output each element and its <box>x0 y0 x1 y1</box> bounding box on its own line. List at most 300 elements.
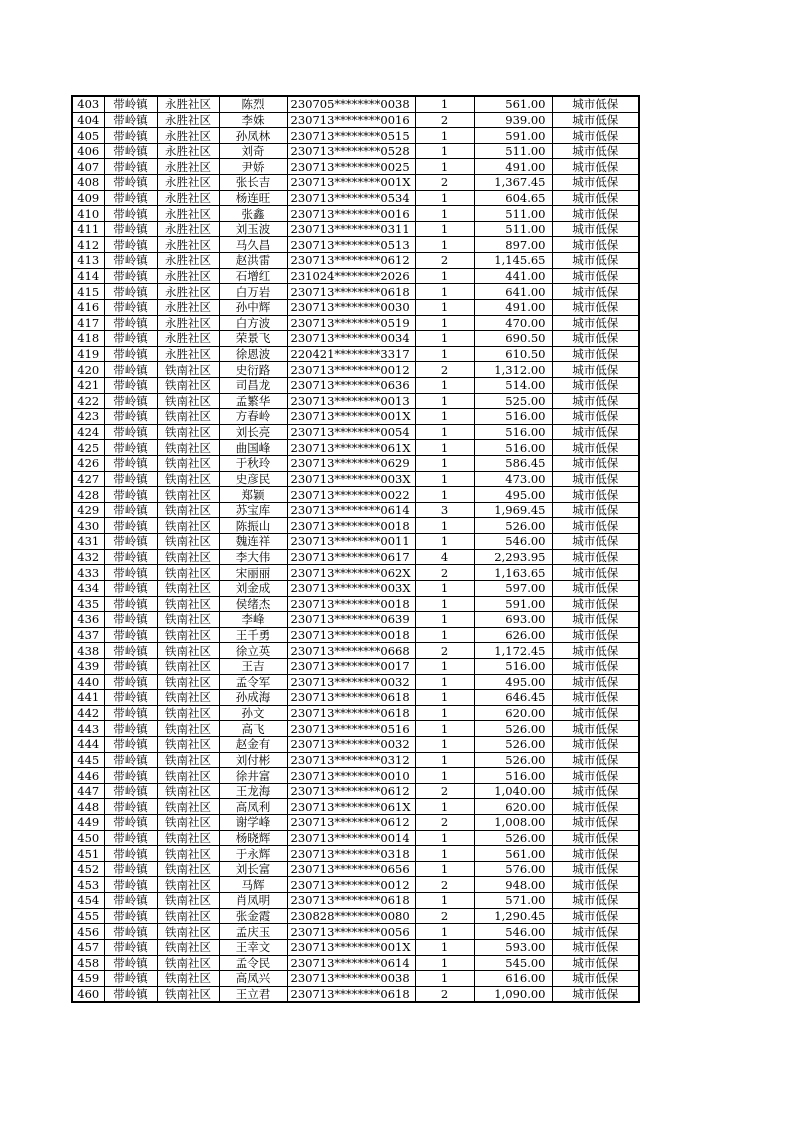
id-number-cell: 230713********0012 <box>287 362 415 378</box>
town-cell: 带岭镇 <box>104 736 157 752</box>
table-row <box>72 908 639 924</box>
benefit-type-cell: 城市低保 <box>552 175 639 191</box>
community-cell: 铁南社区 <box>157 924 219 940</box>
household-count-cell: 2 <box>415 253 474 269</box>
benefit-type-cell: 城市低保 <box>552 815 639 831</box>
benefit-type-cell: 城市低保 <box>552 190 639 206</box>
household-count-cell: 2 <box>415 815 474 831</box>
household-count-cell: 1 <box>415 612 474 628</box>
amount-cell: 948.00 <box>474 877 552 893</box>
name-cell: 白方波 <box>219 315 287 331</box>
table-row <box>72 549 639 565</box>
name-cell: 徐井富 <box>219 768 287 784</box>
benefit-type-cell: 城市低保 <box>552 955 639 971</box>
benefit-type-cell: 城市低保 <box>552 112 639 128</box>
table-row <box>72 643 639 659</box>
benefit-type-cell: 城市低保 <box>552 393 639 409</box>
benefit-type-cell: 城市低保 <box>552 939 639 955</box>
id-number-cell: 230713********0318 <box>287 846 415 862</box>
name-cell: 王吉 <box>219 658 287 674</box>
household-count-cell: 1 <box>415 237 474 253</box>
household-count-cell: 1 <box>415 518 474 534</box>
amount-cell: 545.00 <box>474 955 552 971</box>
row-number: 448 <box>72 799 104 815</box>
benefit-type-cell: 城市低保 <box>552 206 639 222</box>
community-cell: 铁南社区 <box>157 409 219 425</box>
row-number: 451 <box>72 846 104 862</box>
row-number: 413 <box>72 253 104 269</box>
id-number-cell: 230713********0056 <box>287 924 415 940</box>
id-number-cell: 230713********0618 <box>287 986 415 1002</box>
benefit-type-cell: 城市低保 <box>552 893 639 909</box>
name-cell: 徐恩波 <box>219 346 287 362</box>
town-cell: 带岭镇 <box>104 175 157 191</box>
household-count-cell: 1 <box>415 596 474 612</box>
community-cell: 铁南社区 <box>157 362 219 378</box>
id-number-cell: 230828********0080 <box>287 908 415 924</box>
id-number-cell: 230713********0656 <box>287 861 415 877</box>
benefit-type-cell: 城市低保 <box>552 143 639 159</box>
row-number: 438 <box>72 643 104 659</box>
id-number-cell: 230713********0030 <box>287 299 415 315</box>
name-cell: 马久昌 <box>219 237 287 253</box>
id-number-cell: 230713********0513 <box>287 237 415 253</box>
amount-cell: 1,290.45 <box>474 908 552 924</box>
town-cell: 带岭镇 <box>104 206 157 222</box>
id-number-cell: 230713********0011 <box>287 534 415 550</box>
table-row <box>72 830 639 846</box>
household-count-cell: 1 <box>415 440 474 456</box>
amount-cell: 620.00 <box>474 799 552 815</box>
household-count-cell: 1 <box>415 705 474 721</box>
name-cell: 孙成海 <box>219 690 287 706</box>
name-cell: 孟庆玉 <box>219 924 287 940</box>
id-number-cell: 230713********0010 <box>287 768 415 784</box>
id-number-cell: 230713********0018 <box>287 518 415 534</box>
community-cell: 铁南社区 <box>157 752 219 768</box>
benefit-type-cell: 城市低保 <box>552 721 639 737</box>
amount-cell: 626.00 <box>474 627 552 643</box>
community-cell: 永胜社区 <box>157 315 219 331</box>
community-cell: 铁南社区 <box>157 643 219 659</box>
town-cell: 带岭镇 <box>104 315 157 331</box>
household-count-cell: 1 <box>415 924 474 940</box>
household-count-cell: 1 <box>415 377 474 393</box>
benefit-type-cell: 城市低保 <box>552 908 639 924</box>
row-number: 447 <box>72 783 104 799</box>
name-cell: 魏连祥 <box>219 534 287 550</box>
town-cell: 带岭镇 <box>104 487 157 503</box>
table-row <box>72 346 639 362</box>
amount-cell: 495.00 <box>474 487 552 503</box>
table-row <box>72 175 639 191</box>
id-number-cell: 230713********0014 <box>287 830 415 846</box>
id-number-cell: 220421********3317 <box>287 346 415 362</box>
row-number: 406 <box>72 143 104 159</box>
name-cell: 李峰 <box>219 612 287 628</box>
town-cell: 带岭镇 <box>104 861 157 877</box>
household-count-cell: 2 <box>415 643 474 659</box>
amount-cell: 1,163.65 <box>474 565 552 581</box>
amount-cell: 571.00 <box>474 893 552 909</box>
table-row <box>72 736 639 752</box>
community-cell: 铁南社区 <box>157 877 219 893</box>
town-cell: 带岭镇 <box>104 331 157 347</box>
name-cell: 刘金成 <box>219 580 287 596</box>
name-cell: 王千勇 <box>219 627 287 643</box>
name-cell: 孙中辉 <box>219 299 287 315</box>
name-cell: 王龙海 <box>219 783 287 799</box>
community-cell: 铁南社区 <box>157 893 219 909</box>
household-count-cell: 1 <box>415 190 474 206</box>
row-number: 431 <box>72 534 104 550</box>
town-cell: 带岭镇 <box>104 705 157 721</box>
name-cell: 杨连旺 <box>219 190 287 206</box>
amount-cell: 516.00 <box>474 768 552 784</box>
id-number-cell: 230713********0022 <box>287 487 415 503</box>
table-row <box>72 518 639 534</box>
benefit-type-cell: 城市低保 <box>552 549 639 565</box>
household-count-cell: 1 <box>415 580 474 596</box>
name-cell: 孙凤林 <box>219 128 287 144</box>
benefit-type-cell: 城市低保 <box>552 799 639 815</box>
benefit-type-cell: 城市低保 <box>552 440 639 456</box>
id-number-cell: 230713********0018 <box>287 627 415 643</box>
amount-cell: 897.00 <box>474 237 552 253</box>
community-cell: 永胜社区 <box>157 253 219 269</box>
benefit-type-cell: 城市低保 <box>552 643 639 659</box>
town-cell: 带岭镇 <box>104 596 157 612</box>
benefit-type-cell: 城市低保 <box>552 128 639 144</box>
id-number-cell: 230713********061X <box>287 440 415 456</box>
table-row <box>72 893 639 909</box>
row-number: 415 <box>72 284 104 300</box>
amount-cell: 1,172.45 <box>474 643 552 659</box>
community-cell: 永胜社区 <box>157 346 219 362</box>
id-number-cell: 230713********0612 <box>287 815 415 831</box>
community-cell: 永胜社区 <box>157 190 219 206</box>
amount-cell: 473.00 <box>474 471 552 487</box>
benefit-type-cell: 城市低保 <box>552 830 639 846</box>
row-number: 429 <box>72 502 104 518</box>
row-number: 410 <box>72 206 104 222</box>
id-number-cell: 230713********0032 <box>287 674 415 690</box>
row-number: 430 <box>72 518 104 534</box>
town-cell: 带岭镇 <box>104 846 157 862</box>
community-cell: 铁南社区 <box>157 799 219 815</box>
table-row <box>72 721 639 737</box>
community-cell: 永胜社区 <box>157 112 219 128</box>
household-count-cell: 1 <box>415 690 474 706</box>
name-cell: 高凤兴 <box>219 971 287 987</box>
row-number: 404 <box>72 112 104 128</box>
table-row <box>72 768 639 784</box>
name-cell: 刘付彬 <box>219 752 287 768</box>
row-number: 409 <box>72 190 104 206</box>
row-number: 442 <box>72 705 104 721</box>
table-row <box>72 159 639 175</box>
table-row <box>72 580 639 596</box>
community-cell: 铁南社区 <box>157 705 219 721</box>
community-cell: 铁南社区 <box>157 690 219 706</box>
name-cell: 方春岭 <box>219 409 287 425</box>
household-count-cell: 1 <box>415 861 474 877</box>
row-number: 437 <box>72 627 104 643</box>
benefit-type-cell: 城市低保 <box>552 518 639 534</box>
household-count-cell: 1 <box>415 143 474 159</box>
benefit-type-cell: 城市低保 <box>552 596 639 612</box>
amount-cell: 516.00 <box>474 658 552 674</box>
town-cell: 带岭镇 <box>104 612 157 628</box>
amount-cell: 1,312.00 <box>474 362 552 378</box>
household-count-cell: 2 <box>415 362 474 378</box>
benefit-type-cell: 城市低保 <box>552 502 639 518</box>
benefit-type-cell: 城市低保 <box>552 471 639 487</box>
household-count-cell: 1 <box>415 939 474 955</box>
benefit-type-cell: 城市低保 <box>552 346 639 362</box>
community-cell: 铁南社区 <box>157 815 219 831</box>
town-cell: 带岭镇 <box>104 221 157 237</box>
benefit-type-cell: 城市低保 <box>552 268 639 284</box>
row-number: 425 <box>72 440 104 456</box>
household-count-cell: 2 <box>415 565 474 581</box>
table-row <box>72 299 639 315</box>
name-cell: 刘奇 <box>219 143 287 159</box>
town-cell: 带岭镇 <box>104 658 157 674</box>
amount-cell: 561.00 <box>474 846 552 862</box>
id-number-cell: 230713********0013 <box>287 393 415 409</box>
community-cell: 铁南社区 <box>157 846 219 862</box>
id-number-cell: 230705********0038 <box>287 96 415 112</box>
amount-cell: 591.00 <box>474 128 552 144</box>
benefit-type-cell: 城市低保 <box>552 377 639 393</box>
household-count-cell: 2 <box>415 112 474 128</box>
id-number-cell: 230713********061X <box>287 799 415 815</box>
community-cell: 铁南社区 <box>157 456 219 472</box>
name-cell: 于秋玲 <box>219 456 287 472</box>
benefit-type-cell: 城市低保 <box>552 861 639 877</box>
town-cell: 带岭镇 <box>104 96 157 112</box>
row-number: 416 <box>72 299 104 315</box>
community-cell: 铁南社区 <box>157 830 219 846</box>
community-cell: 铁南社区 <box>157 971 219 987</box>
household-count-cell: 1 <box>415 736 474 752</box>
row-number: 440 <box>72 674 104 690</box>
household-count-cell: 3 <box>415 502 474 518</box>
table-row <box>72 284 639 300</box>
row-number: 403 <box>72 96 104 112</box>
amount-cell: 546.00 <box>474 924 552 940</box>
row-number: 414 <box>72 268 104 284</box>
amount-cell: 939.00 <box>474 112 552 128</box>
community-cell: 永胜社区 <box>157 128 219 144</box>
community-cell: 永胜社区 <box>157 299 219 315</box>
town-cell: 带岭镇 <box>104 143 157 159</box>
community-cell: 永胜社区 <box>157 221 219 237</box>
amount-cell: 586.45 <box>474 456 552 472</box>
table-row <box>72 456 639 472</box>
amount-cell: 516.00 <box>474 440 552 456</box>
town-cell: 带岭镇 <box>104 253 157 269</box>
benefit-type-cell: 城市低保 <box>552 331 639 347</box>
row-number: 459 <box>72 971 104 987</box>
table-row <box>72 112 639 128</box>
row-number: 460 <box>72 986 104 1002</box>
community-cell: 铁南社区 <box>157 939 219 955</box>
name-cell: 刘长亮 <box>219 424 287 440</box>
benefit-type-cell: 城市低保 <box>552 736 639 752</box>
name-cell: 张鑫 <box>219 206 287 222</box>
community-cell: 铁南社区 <box>157 612 219 628</box>
row-number: 450 <box>72 830 104 846</box>
row-number: 428 <box>72 487 104 503</box>
town-cell: 带岭镇 <box>104 518 157 534</box>
town-cell: 带岭镇 <box>104 986 157 1002</box>
benefit-type-cell: 城市低保 <box>552 299 639 315</box>
table-row <box>72 877 639 893</box>
amount-cell: 1,008.00 <box>474 815 552 831</box>
community-cell: 永胜社区 <box>157 159 219 175</box>
town-cell: 带岭镇 <box>104 456 157 472</box>
benefit-type-cell: 城市低保 <box>552 877 639 893</box>
row-number: 457 <box>72 939 104 955</box>
town-cell: 带岭镇 <box>104 502 157 518</box>
town-cell: 带岭镇 <box>104 377 157 393</box>
community-cell: 铁南社区 <box>157 986 219 1002</box>
town-cell: 带岭镇 <box>104 128 157 144</box>
town-cell: 带岭镇 <box>104 908 157 924</box>
benefit-type-cell: 城市低保 <box>552 986 639 1002</box>
table-body <box>72 96 639 1002</box>
benefit-type-cell: 城市低保 <box>552 409 639 425</box>
town-cell: 带岭镇 <box>104 799 157 815</box>
community-cell: 铁南社区 <box>157 393 219 409</box>
household-count-cell: 1 <box>415 393 474 409</box>
community-cell: 铁南社区 <box>157 580 219 596</box>
town-cell: 带岭镇 <box>104 768 157 784</box>
community-cell: 铁南社区 <box>157 658 219 674</box>
community-cell: 铁南社区 <box>157 721 219 737</box>
table-row <box>72 815 639 831</box>
id-number-cell: 230713********0612 <box>287 783 415 799</box>
id-number-cell: 231024********2026 <box>287 268 415 284</box>
id-number-cell: 230713********0012 <box>287 877 415 893</box>
name-cell: 史衍路 <box>219 362 287 378</box>
id-number-cell: 230713********0618 <box>287 705 415 721</box>
table-row <box>72 690 639 706</box>
id-number-cell: 230713********0618 <box>287 690 415 706</box>
table-row <box>72 565 639 581</box>
benefit-type-cell: 城市低保 <box>552 96 639 112</box>
name-cell: 谢学峰 <box>219 815 287 831</box>
row-number: 435 <box>72 596 104 612</box>
id-number-cell: 230713********0312 <box>287 752 415 768</box>
row-number: 444 <box>72 736 104 752</box>
row-number: 408 <box>72 175 104 191</box>
amount-cell: 593.00 <box>474 939 552 955</box>
benefit-type-cell: 城市低保 <box>552 487 639 503</box>
row-number: 449 <box>72 815 104 831</box>
amount-cell: 511.00 <box>474 221 552 237</box>
id-number-cell: 230713********0034 <box>287 331 415 347</box>
amount-cell: 516.00 <box>474 424 552 440</box>
table-row <box>72 658 639 674</box>
name-cell: 石增红 <box>219 268 287 284</box>
id-number-cell: 230713********0629 <box>287 456 415 472</box>
community-cell: 铁南社区 <box>157 736 219 752</box>
table-row <box>72 986 639 1002</box>
table-row <box>72 502 639 518</box>
benefit-type-cell: 城市低保 <box>552 846 639 862</box>
table-row <box>72 705 639 721</box>
name-cell: 苏宝库 <box>219 502 287 518</box>
benefit-type-cell: 城市低保 <box>552 674 639 690</box>
id-number-cell: 230713********0528 <box>287 143 415 159</box>
amount-cell: 470.00 <box>474 315 552 331</box>
town-cell: 带岭镇 <box>104 877 157 893</box>
household-count-cell: 1 <box>415 752 474 768</box>
row-number: 434 <box>72 580 104 596</box>
name-cell: 白万岩 <box>219 284 287 300</box>
household-count-cell: 1 <box>415 128 474 144</box>
benefit-type-cell: 城市低保 <box>552 534 639 550</box>
town-cell: 带岭镇 <box>104 955 157 971</box>
amount-cell: 646.45 <box>474 690 552 706</box>
id-number-cell: 230713********0612 <box>287 253 415 269</box>
benefit-type-cell: 城市低保 <box>552 580 639 596</box>
row-number: 456 <box>72 924 104 940</box>
id-number-cell: 230713********062X <box>287 565 415 581</box>
row-number: 439 <box>72 658 104 674</box>
table-row <box>72 861 639 877</box>
household-count-cell: 1 <box>415 409 474 425</box>
name-cell: 徐立英 <box>219 643 287 659</box>
household-count-cell: 2 <box>415 175 474 191</box>
row-number: 432 <box>72 549 104 565</box>
table-row <box>72 846 639 862</box>
id-number-cell: 230713********0016 <box>287 112 415 128</box>
town-cell: 带岭镇 <box>104 580 157 596</box>
community-cell: 铁南社区 <box>157 518 219 534</box>
id-number-cell: 230713********0534 <box>287 190 415 206</box>
town-cell: 带岭镇 <box>104 471 157 487</box>
table-row <box>72 440 639 456</box>
row-number: 419 <box>72 346 104 362</box>
community-cell: 永胜社区 <box>157 206 219 222</box>
household-count-cell: 1 <box>415 424 474 440</box>
id-number-cell: 230713********0516 <box>287 721 415 737</box>
amount-cell: 604.65 <box>474 190 552 206</box>
town-cell: 带岭镇 <box>104 346 157 362</box>
table-row <box>72 627 639 643</box>
town-cell: 带岭镇 <box>104 284 157 300</box>
name-cell: 李姝 <box>219 112 287 128</box>
table-row <box>72 190 639 206</box>
amount-cell: 526.00 <box>474 752 552 768</box>
table-row <box>72 924 639 940</box>
id-number-cell: 230713********0614 <box>287 502 415 518</box>
id-number-cell: 230713********001X <box>287 175 415 191</box>
benefit-type-cell: 城市低保 <box>552 627 639 643</box>
table-row <box>72 799 639 815</box>
name-cell: 张长吉 <box>219 175 287 191</box>
id-number-cell: 230713********0515 <box>287 128 415 144</box>
name-cell: 马辉 <box>219 877 287 893</box>
table-row <box>72 971 639 987</box>
id-number-cell: 230713********0618 <box>287 893 415 909</box>
row-number: 453 <box>72 877 104 893</box>
household-count-cell: 1 <box>415 456 474 472</box>
